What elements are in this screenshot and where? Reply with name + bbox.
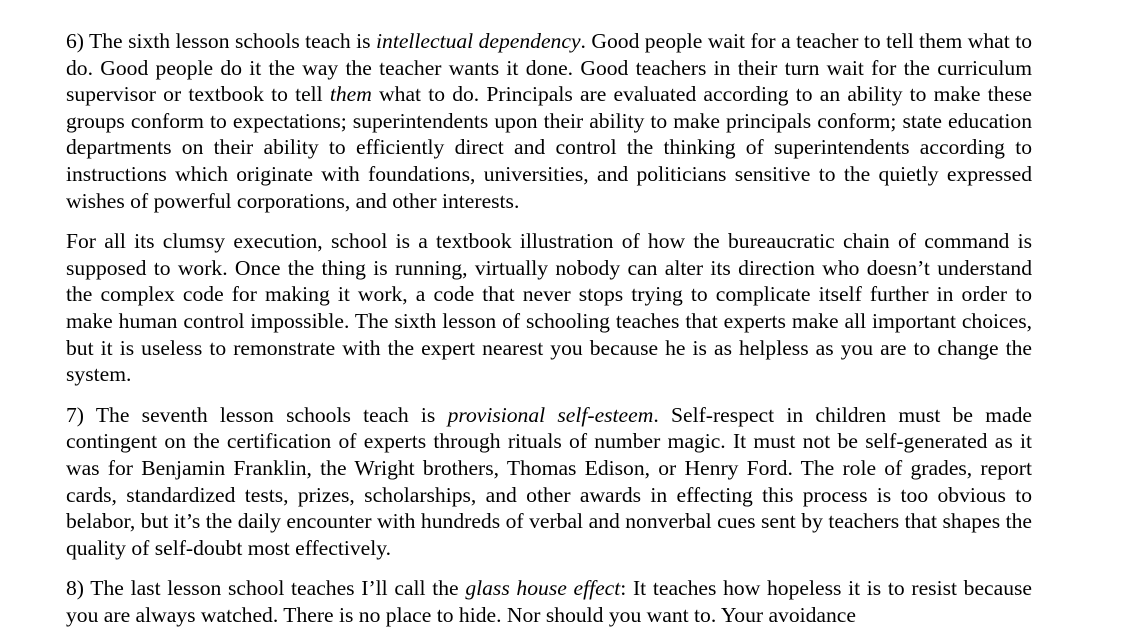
paragraph-6 [66, 28, 1032, 214]
emphasis-term: provisional self-esteem [447, 402, 654, 427]
text-run: . Self-respect in children must be made contingent on the certification of experts through rituals of number magic. It must not be self-generated as it was for Benjamin Franklin, the Wright brothers, Thomas Edison, or Henry Ford. The role of grades, report cards, standardized tests, prizes, scholarships, and other awards in effecting this process is too obvious to belabor, but it’s the daily encounter with hundreds of verbal and nonverbal cues sent by teachers that shapes the quality of self-doubt most effectively. [66, 402, 1033, 560]
document-body [66, 28, 1032, 642]
paragraph-7 [66, 402, 1032, 562]
emphasis-term: intellectual dependency [376, 29, 581, 53]
text-run: 6) The sixth lesson schools teach is [66, 29, 377, 53]
paragraph-bureaucracy [66, 228, 1032, 388]
text-run: 7) The seventh lesson schools teach is [66, 402, 448, 427]
text-run: : It teaches how hopeless it is to resist because you are always watched. There is no place to hide. Nor should you want to. Your avoidance [66, 576, 1033, 627]
text-run: 8) The last lesson school teaches I’ll call the [66, 576, 466, 601]
text-run: what to do. Principals are evaluated according to an ability to make these groups conform to expectations; superintendents upon their ability to make principals conform; state education departments on their ability to efficiently direct and control the thinking of superintendents according to instructions which originate with foundations, universities, and politicians sensitive to the quietly expressed wishes of powerful corporations, and other interests. [66, 82, 1033, 213]
emphasis-term: glass house effect [465, 576, 621, 601]
text-run: . Good people wait for a teacher to tell them what to do. Good people do it the way the teacher wants it done. Good teachers in their turn wait for the curriculum supervisor or textbook to tell [66, 29, 1032, 107]
paragraph-8 [66, 575, 1032, 628]
emphasis-term: them [329, 82, 372, 107]
text-run: For all its clumsy execution, school is a textbook illustration of how the bureaucratic chain of command is supposed to work. Once the thing is running, virtually nobody can alter its direction who doesn’t understand the complex code for making it work, a code that never stops trying to complicate itself further in order to make human control impossible. The sixth lesson of schooling teaches that experts make all important choices, but it is useless to remonstrate with the expert nearest you because he is as helpless as you are to change the system. [66, 229, 1032, 387]
